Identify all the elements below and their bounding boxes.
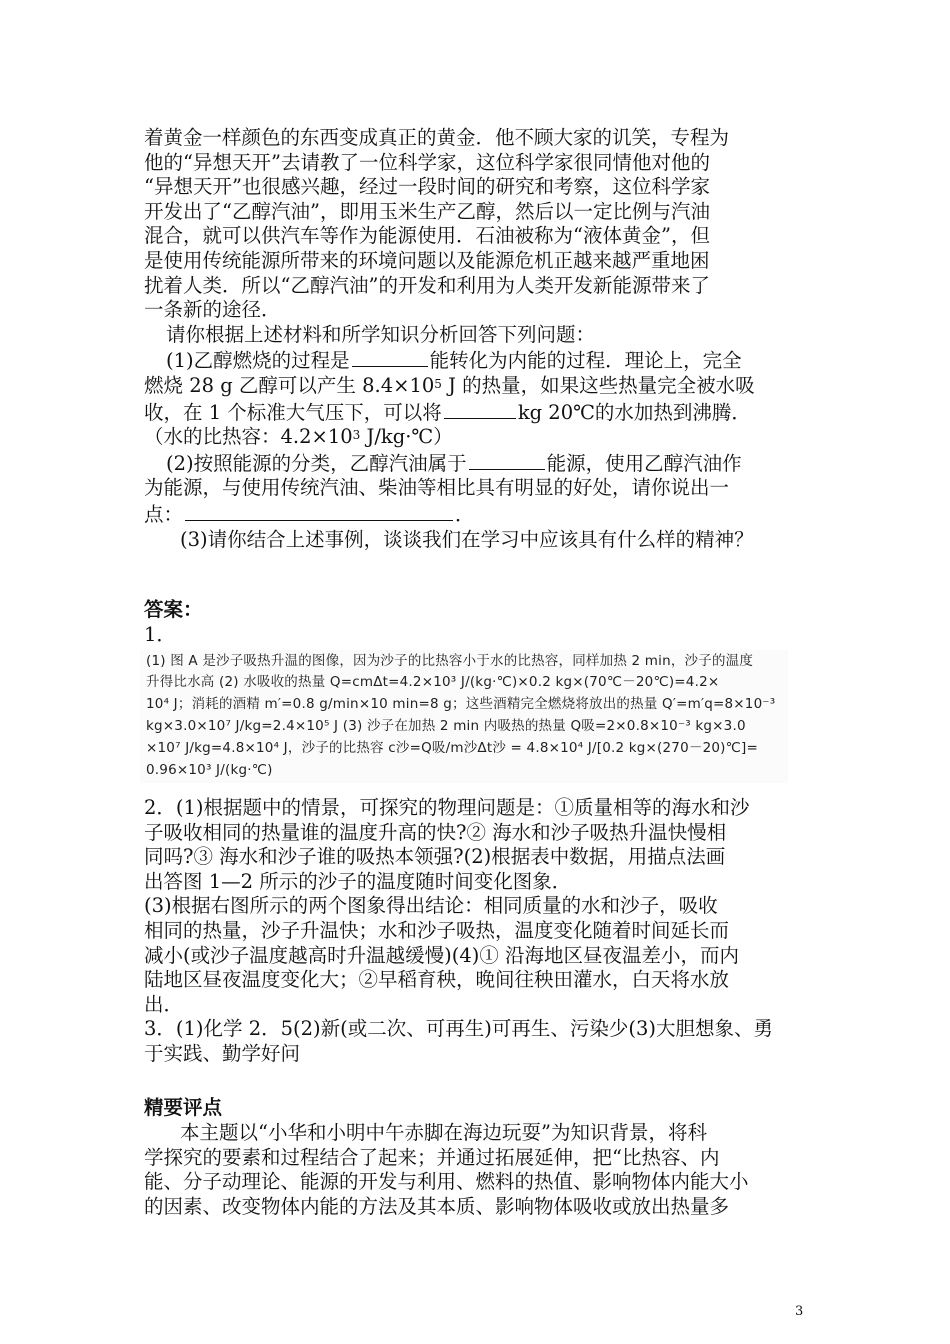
answer-1-label: 1． (144, 623, 176, 646)
exponent: 5 (434, 376, 442, 391)
question-1-line-1 (144, 347, 814, 374)
answer-line: 同吗?③ 海水和沙子谁的吸热本领强?(2)根据表中数据，用描点法画 (144, 845, 726, 869)
passage-line: 着黄金一样颜色的东西变成真正的黄金．他不顾大家的讥笑，专程为 (144, 126, 730, 149)
question-2-line-3 (144, 501, 814, 528)
question-2-line-2: 为能源，与使用传统汽油、柴油等相比具有明显的好处，请你说出一 (144, 476, 730, 500)
exponent: 3 (352, 428, 361, 443)
question-text: 能源，使用乙醇汽油作 (546, 451, 742, 475)
passage-line: 一条新的途径． (144, 298, 281, 322)
review-line: 本主题以“小华和小明中午赤脚在海边玩耍”为知识背景，将科 (180, 1121, 707, 1144)
question-text: 点： (144, 502, 184, 526)
scan-line: 升得比水高 (2) 水吸收的热量 Q=cmΔt=4.2×10³ J/(kg·℃)×0.2 kg×(70℃－20℃)=4.2× (146, 674, 720, 690)
question-text: 收，在 1 个标准大气压下，可以将 (144, 400, 442, 424)
question-1-line-3 (144, 399, 814, 426)
answer-blank[interactable] (185, 501, 453, 521)
question-text: 燃烧 28 g 乙醇可以产生 8.4×10 (144, 373, 435, 397)
question-text: kg 20℃的水加热到沸腾． (517, 400, 751, 424)
passage-line: 混合，就可以供汽车等作为能源使用．石油被称为“液体黄金”，但 (144, 224, 710, 248)
answer-line: 3．(1)化学 2．5(2)新(或二次、可再生)可再生、污染少(3)大胆想象、勇 (144, 1017, 773, 1041)
scan-line: 0.96×10³ J/(kg·℃) (146, 762, 273, 778)
answer-1-scan-image (140, 650, 788, 783)
page-number: 3 (795, 1304, 804, 1319)
passage-line: 扰着人类．所以“乙醇汽油”的开发和利用为人类开发新能源带来了 (144, 273, 710, 297)
answer-line: 子吸收相同的热量谁的温度升高的快?② 海水和沙子吸热升温快慢相 (144, 820, 727, 844)
review-line: 能、分子动理论、能源的开发与利用、燃料的热值、影响物体内能大小 (144, 1170, 749, 1194)
answer-line: 相同的热量，沙子升温快；水和沙子吸热，温度变化随着时间延长而 (144, 918, 730, 942)
answer-blank[interactable] (352, 347, 428, 367)
scan-line: kg×3.0×10⁷ J/kg=2.4×10⁵ J (3) 沙子在加热 2 min 内吸热的热量 Q吸=2×0.8×10⁻³ kg×3.0 (146, 718, 746, 734)
answer-blank[interactable] (469, 450, 545, 470)
question-text: ． (455, 502, 475, 526)
answer-line: 陆地区昼夜温度变化大；②早稻育秧，晚间往秧田灌水，白天将水放 (144, 968, 730, 992)
passage-line: 开发出了“乙醇汽油”，即用玉米生产乙醇，然后以一定比例与汽油 (144, 199, 710, 223)
scan-line: ×10⁷ J/kg=4.8×10⁴ J，沙子的比热容 c沙=Q吸/m沙Δt沙 = 4.8×10⁴ J/[0.2 kg×(270－20)℃]= (146, 740, 758, 756)
question-prompt: 请你根据上述材料和所学知识分析回答下列问题： (166, 322, 596, 346)
passage-line: 是使用传统能源所带来的环境问题以及能源危机正越来越严重地困 (144, 248, 710, 272)
question-text: (2)按照能源的分类，乙醇汽油属于 (166, 451, 467, 475)
review-block (144, 1121, 814, 1219)
answer-line: 减小(或沙子温度越高时升温越缓慢)(4)① 沿海地区昼夜温差小，而内 (144, 943, 740, 967)
answers-heading: 答案： (144, 598, 203, 621)
question-1-line-2 (144, 374, 814, 399)
answer-line: 于实践、勤学好问 (144, 1041, 301, 1065)
answer-line: 出． (144, 992, 184, 1016)
review-heading: 精要评点 (144, 1096, 223, 1119)
question-text: J/kg·℃） (360, 425, 453, 449)
answer-line: (3)根据右图所示的两个图象得出结论：相同质量的水和沙子，吸收 (144, 894, 718, 918)
scan-line: 10⁴ J；消耗的酒精 m′=0.8 g/min×10 min=8 g；这些酒精完全燃烧将放出的热量 Q′=m′q=8×10⁻³ (146, 696, 776, 712)
answer-2-block (144, 796, 814, 1067)
answer-line: 出答图 1—2 所示的沙子的温度随时间变化图象． (144, 869, 572, 893)
answer-line: 2．(1)根据题中的情景，可探究的物理问题是：①质量相等的海水和沙 (144, 796, 750, 819)
review-line: 学探究的要素和过程结合了起来；并通过拓展延伸，把“比热容、内 (144, 1145, 720, 1169)
review-line: 的因素、改变物体内能的方法及其本质、影响物体吸收或放出热量多 (144, 1194, 730, 1218)
question-3: (3)请你结合上述事例，谈谈我们在学习中应该具有什么样的精神？ (180, 527, 754, 551)
scan-line: (1) 图 A 是沙子吸热升温的图像，因为沙子的比热容小于水的比热容，同样加热 2 min，沙子的温度 (146, 653, 754, 669)
question-text: J 的热量，如果这些热量完全被水吸 (441, 373, 755, 397)
question-text: （水的比热容：4.2×10 (144, 425, 353, 449)
passage-line: “异想天开”也很感兴趣，经过一段时间的研究和考察，这位科学家 (144, 175, 710, 199)
question-text: 能转化为内能的过程．理论上，完全 (429, 349, 742, 373)
question-1-line-4 (144, 425, 814, 450)
passage-block (144, 126, 814, 552)
passage-line: 他的“异想天开”去请教了一位科学家，这位科学家很同情他对他的 (144, 150, 710, 174)
question-text: (1)乙醇燃烧的过程是 (166, 349, 350, 373)
answer-blank[interactable] (444, 399, 516, 419)
question-2-line-1 (144, 450, 814, 477)
